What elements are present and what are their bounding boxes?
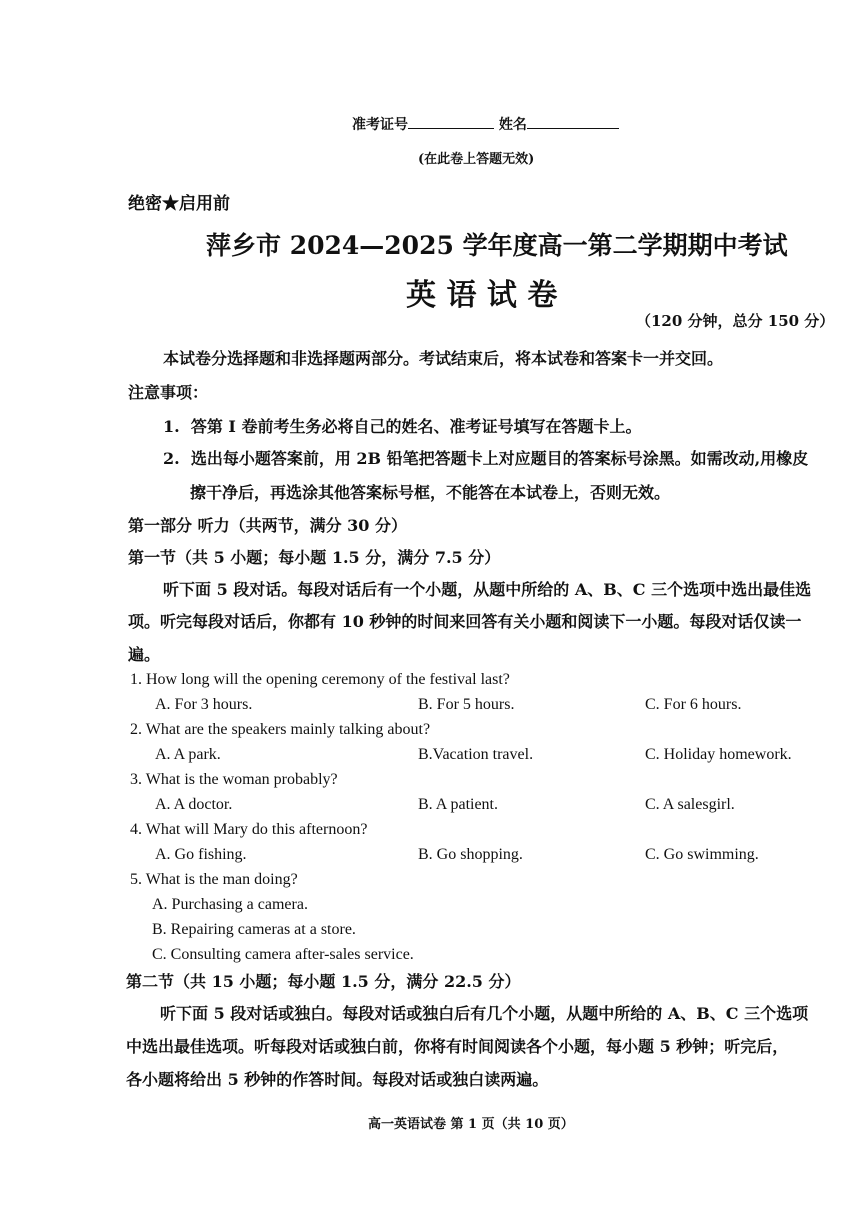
duration-note: （120 分钟，总分 150 分）	[636, 312, 835, 330]
question-2: 2. What are the speakers mainly talking about?	[130, 721, 431, 738]
question-5: 5. What is the man doing?	[130, 871, 298, 888]
exam-id-blank	[408, 114, 494, 129]
q1-option-c: C. For 6 hours.	[645, 696, 742, 713]
part1-heading: 第一部分 听力（共两节，满分 30 分）	[128, 516, 407, 535]
section2-directions-line3: 各小题将给出 5 秒钟的作答时间。每段对话或独白读两遍。	[126, 1070, 549, 1089]
notice-item-2	[163, 446, 808, 469]
q2-option-b: B.Vacation travel.	[418, 746, 534, 763]
notice-text: 选出每小题答案前，用 2B 铅笔把答题卡上对应题目的答案标号涂黑。如需改动,用橡皮	[190, 449, 809, 468]
q2-option-a: A. A park.	[155, 746, 221, 763]
q5-option-a: A. Purchasing a camera.	[152, 896, 308, 913]
name-blank	[527, 114, 619, 129]
q3-option-b: B. A patient.	[418, 796, 498, 813]
question-4: 4. What will Mary do this afternoon?	[130, 821, 368, 838]
question-1: 1. How long will the opening ceremony of the festival last?	[130, 671, 510, 688]
section1-directions-line2: 项。听完每段对话后，你都有 10 秒钟的时间来回答有关小题和阅读下一小题。每段对话仅读一	[128, 612, 802, 631]
q3-option-c: C. A salesgirl.	[645, 796, 735, 813]
section2-directions-line2: 中选出最佳选项。听每段对话或独白前，你将有时间阅读各个小题，每小题 5 秒钟；听完后，	[126, 1037, 789, 1056]
q4-option-c: C. Go swimming.	[645, 846, 759, 863]
section2-heading: 第二节（共 15 小题；每小题 1.5 分，满分 22.5 分）	[126, 972, 521, 991]
section1-heading: 第一节（共 5 小题；每小题 1.5 分，满分 7.5 分）	[128, 548, 501, 567]
q2-option-c: C. Holiday homework.	[645, 746, 792, 763]
notice-num: 1.	[163, 417, 180, 436]
notice-item-2-cont: 擦干净后，再选涂其他答案标号框，不能答在本试卷上，否则无效。	[190, 483, 671, 502]
notice-text: 答第 I 卷前考生务必将自己的姓名、准考证号填写在答题卡上。	[190, 417, 642, 436]
header-note: (在此卷上答题无效)	[418, 152, 535, 167]
q3-option-a: A. A doctor.	[155, 796, 233, 813]
name-label: 姓名	[498, 117, 527, 133]
secret-label: 绝密★启用前	[128, 194, 230, 214]
question-3: 3. What is the woman probably?	[130, 771, 338, 788]
subject-title: 英 语 试 卷	[406, 278, 558, 313]
exam-id-field	[352, 114, 619, 134]
notice-heading: 注意事项：	[128, 383, 209, 402]
exam-title: 萍乡市 2024—2025 学年度高一第二学期期中考试	[206, 231, 788, 260]
q1-option-b: B. For 5 hours.	[418, 696, 515, 713]
exam-id-label: 准考证号	[352, 117, 408, 133]
notice-num: 2.	[163, 449, 180, 468]
intro-text: 本试卷分选择题和非选择题两部分。考试结束后，将本试卷和答案卡一并交回。	[163, 349, 724, 368]
q4-option-b: B. Go shopping.	[418, 846, 523, 863]
page-footer: 高一英语试卷 第 1 页（共 10 页）	[368, 1117, 574, 1132]
q4-option-a: A. Go fishing.	[155, 846, 247, 863]
notice-item-1	[163, 414, 641, 437]
q5-option-b: B. Repairing cameras at a store.	[152, 921, 356, 938]
q1-option-a: A. For 3 hours.	[155, 696, 253, 713]
section1-directions-line3: 遍。	[128, 645, 161, 664]
q5-option-c: C. Consulting camera after-sales service.	[152, 946, 414, 963]
section1-directions-line1: 听下面 5 段对话。每段对话后有一个小题，从题中所给的 A、B、C 三个选项中选出最佳选	[163, 580, 812, 599]
section2-directions-line1: 听下面 5 段对话或独白。每段对话或独白后有几个小题，从题中所给的 A、B、C 三个选项	[160, 1004, 809, 1023]
